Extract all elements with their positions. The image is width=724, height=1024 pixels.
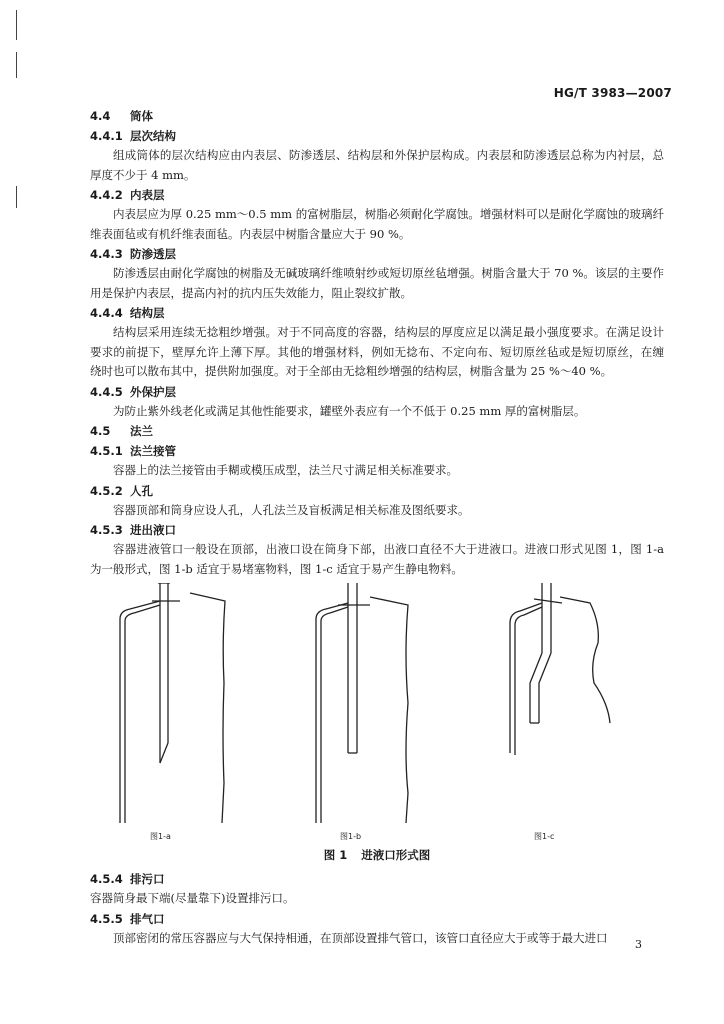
body-paragraph: 结构层采用连续无捻粗纱增强。对于不同高度的容器，结构层的厚度应足以满足最小强度要求。在满足设计要求的前提下，壁厚允许上薄下厚。其他的增强材料，例如无捻布、不定向布、短切原丝毡或是短切原丝，在缠绕时也可以散布其中，提供附加强度。对于全部由无捻粗纱增强的结构层，树脂含量为 25 %～40 %。 — [90, 325, 664, 378]
section-number: 4.5.2 — [90, 483, 123, 498]
figure-caption — [90, 847, 664, 863]
sections-after-figure — [90, 869, 664, 948]
body-paragraph: 容器进液管口一般设在顶部，出液口设在筒身下部，出液口直径不大于进液口。进液口形式见图 1，图 1-a 为一般形式，图 1-b 适宜于易堵塞物料，图 1-c 适宜于易产生静电物料。 — [90, 542, 664, 576]
section-title: 进出液口 — [130, 523, 176, 537]
page-number: 3 — [635, 938, 642, 951]
section-heading — [90, 520, 664, 540]
section-title: 排气口 — [130, 911, 165, 926]
section-heading — [90, 382, 664, 402]
section-number: 4.4.5 — [90, 384, 123, 399]
document-body — [90, 106, 664, 948]
body-paragraph: 防渗透层由耐化学腐蚀的树脂及无碱玻璃纤维喷射纱或短切原丝毡增强。树脂含量大于 70 %。该层的主要作用是保护内表层，提高内衬的抗内压失效能力，阻止裂纹扩散。 — [90, 266, 664, 300]
body-paragraph: 组成筒体的层次结构应由内表层、防渗透层、结构层和外保护层构成。内表层和防渗透层总称为内衬层，总厚度不少于 4 mm。 — [90, 148, 664, 182]
section-number: 4.4.1 — [90, 129, 123, 143]
figure-label-1c: 图1-c — [534, 832, 555, 841]
figure-number: 图 1 — [323, 848, 348, 862]
section-title: 外保护层 — [130, 384, 176, 399]
figure-label-1a: 图1-a — [150, 832, 171, 841]
section-heading — [90, 441, 664, 461]
section-heading — [90, 421, 664, 441]
section-number: 4.5.5 — [90, 911, 123, 926]
diagram-1b — [316, 583, 408, 823]
section-heading — [90, 185, 664, 205]
body-paragraph: 为防止紫外线老化或满足其他性能要求，罐壁外表应有一个不低于 0.25 mm 厚的富树脂层。 — [113, 403, 586, 418]
inlet-diagrams — [90, 583, 664, 843]
section-number: 4.4 — [90, 109, 111, 123]
figure-title: 进液口形式图 — [361, 848, 431, 862]
section-heading — [90, 303, 664, 323]
scan-edge-mark — [16, 10, 17, 40]
section-title: 内表层 — [130, 188, 165, 202]
sections-before-figure — [90, 106, 664, 579]
figure-1 — [90, 583, 664, 843]
section-heading — [90, 126, 664, 146]
body-paragraph: 容器筒身最下端(尽量靠下)设置排污口。 — [90, 891, 295, 905]
section-title: 排污口 — [130, 872, 165, 886]
figure-label-1b: 图1-b — [340, 832, 362, 841]
body-paragraph: 内表层应为厚 0.25 mm～0.5 mm 的富树脂层，树脂必须耐化学腐蚀。增强材料可以是耐化学腐蚀的玻璃纤维表面毡或有机纤维表面毡。内表层中树脂含量应大于 90 %。 — [90, 207, 664, 241]
body-paragraph: 容器上的法兰接管由手糊或模压成型，法兰尺寸满足相关标准要求。 — [113, 463, 458, 477]
section-title: 人孔 — [130, 483, 153, 498]
section-number: 4.4.2 — [90, 188, 123, 202]
section-title: 法兰 — [130, 424, 153, 438]
standard-code: HG/T 3983—2007 — [553, 86, 672, 100]
section-title: 筒体 — [130, 109, 153, 123]
section-title: 结构层 — [130, 306, 165, 320]
scan-edge-mark — [16, 52, 17, 78]
section-number: 4.4.4 — [90, 306, 123, 320]
section-heading — [90, 869, 664, 889]
scan-edge-mark — [16, 186, 17, 208]
section-number: 4.5 — [90, 424, 111, 438]
section-title: 防渗透层 — [130, 247, 176, 261]
section-heading — [90, 244, 664, 264]
diagram-1a — [120, 583, 225, 823]
body-paragraph: 容器顶部和筒身应设人孔，人孔法兰及盲板满足相关标准及图纸要求。 — [113, 502, 470, 517]
section-heading — [90, 909, 664, 929]
section-number: 4.5.1 — [90, 444, 123, 458]
section-number: 4.5.3 — [90, 523, 123, 537]
diagram-1c — [510, 583, 610, 755]
section-title: 法兰接管 — [130, 444, 176, 458]
section-title: 层次结构 — [130, 129, 176, 143]
section-heading — [90, 481, 664, 501]
body-paragraph: 顶部密闭的常压容器应与大气保持相通，在顶部设置排气管口，该管口直径应大于或等于最大进口 — [113, 930, 608, 945]
section-number: 4.4.3 — [90, 247, 123, 261]
section-number: 4.5.4 — [90, 872, 123, 886]
section-heading — [90, 106, 664, 126]
